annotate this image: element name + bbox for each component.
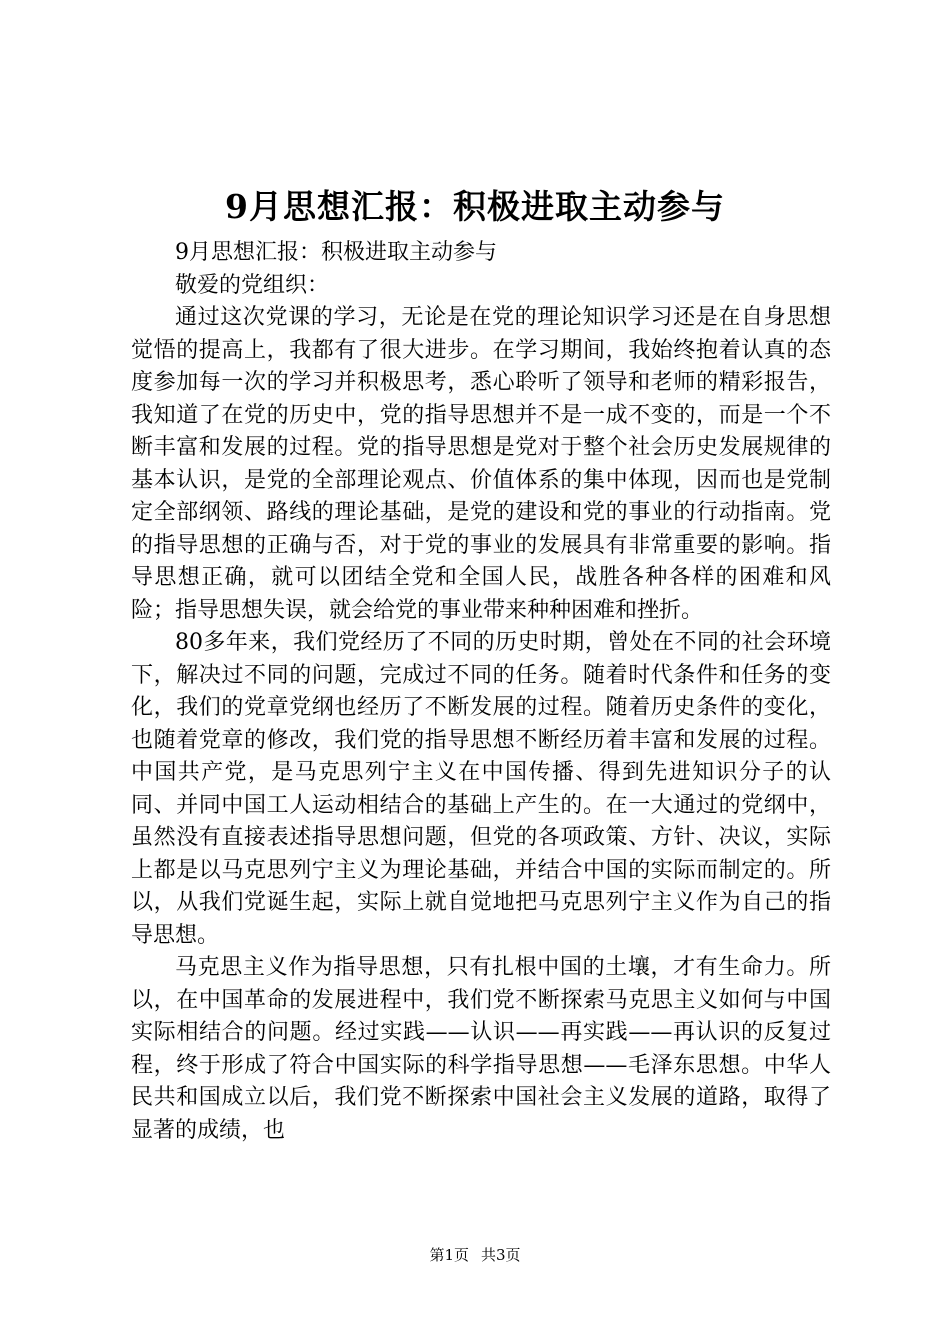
page-number-current: 第1页 — [429, 1246, 469, 1264]
document-body — [131, 237, 831, 1147]
page-footer — [0, 1245, 950, 1265]
document-subtitle: 9月思想汇报：积极进取主动参与 — [175, 240, 497, 265]
page-number-total: 共3页 — [481, 1246, 521, 1264]
paragraph-2: 80多年来，我们党经历了不同的历史时期，曾处在不同的社会环境下，解决过不同的问题，完成过不同的任务。随着时代条件和任务的变化，我们的党章党纲也经历了不断发展的过程。随着历史条件的变化，也随着党章的修改，我们党的指导思想不断经历着丰富和发展的过程。中国共产党，是马克思列宁主义在中国传播、得到先进知识分子的认同、并同中国工人运动相结合的基础上产生的。在一大通过的党纲中，虽然没有直接表述指导思想问题，但党的各项政策、方针、决议，实际上都是以马克思列宁主义为理论基础，并结合中国的实际而制定的。所以，从我们党诞生起，实际上就自觉地把马克思列宁主义作为自己的指导思想。 — [131, 630, 831, 948]
document-title: 9月思想汇报：积极进取主动参与 — [225, 187, 725, 226]
paragraph-3: 马克思主义作为指导思想，只有扎根中国的土壤，才有生命力。所以，在中国革命的发展进程中，我们党不断探索马克思主义如何与中国实际相结合的问题。经过实践——认识——再实践——再认识的反复过程，终于形成了符合中国实际的科学指导思想——毛泽东思想。中华人民共和国成立以后，我们党不断探索中国社会主义发展的道路，取得了显著的成绩，也 — [131, 955, 831, 1143]
salutation: 敬爱的党组织： — [175, 272, 330, 298]
paragraph-1: 通过这次党课的学习，无论是在党的理论知识学习还是在自身思想觉悟的提高上，我都有了很大进步。在学习期间，我始终抱着认真的态度参加每一次的学习并积极思考，悉心聆听了领导和老师的精彩报告，我知道了在党的历史中，党的指导思想并不是一成不变的，而是一个不断丰富和发展的过程。党的指导思想是党对于整个社会历史发展规律的基本认识，是党的全部理论观点、价值体系的集中体现，因而也是党制定全部纲领、路线的理论基础，是党的建设和党的事业的行动指南。党的指导思想的正确与否，对于党的事业的发展具有非常重要的影响。指导思想正确，就可以团结全党和全国人民，战胜各种各样的困难和风险；指导思想失误，就会给党的事业带来种种困难和挫折。 — [131, 305, 831, 623]
